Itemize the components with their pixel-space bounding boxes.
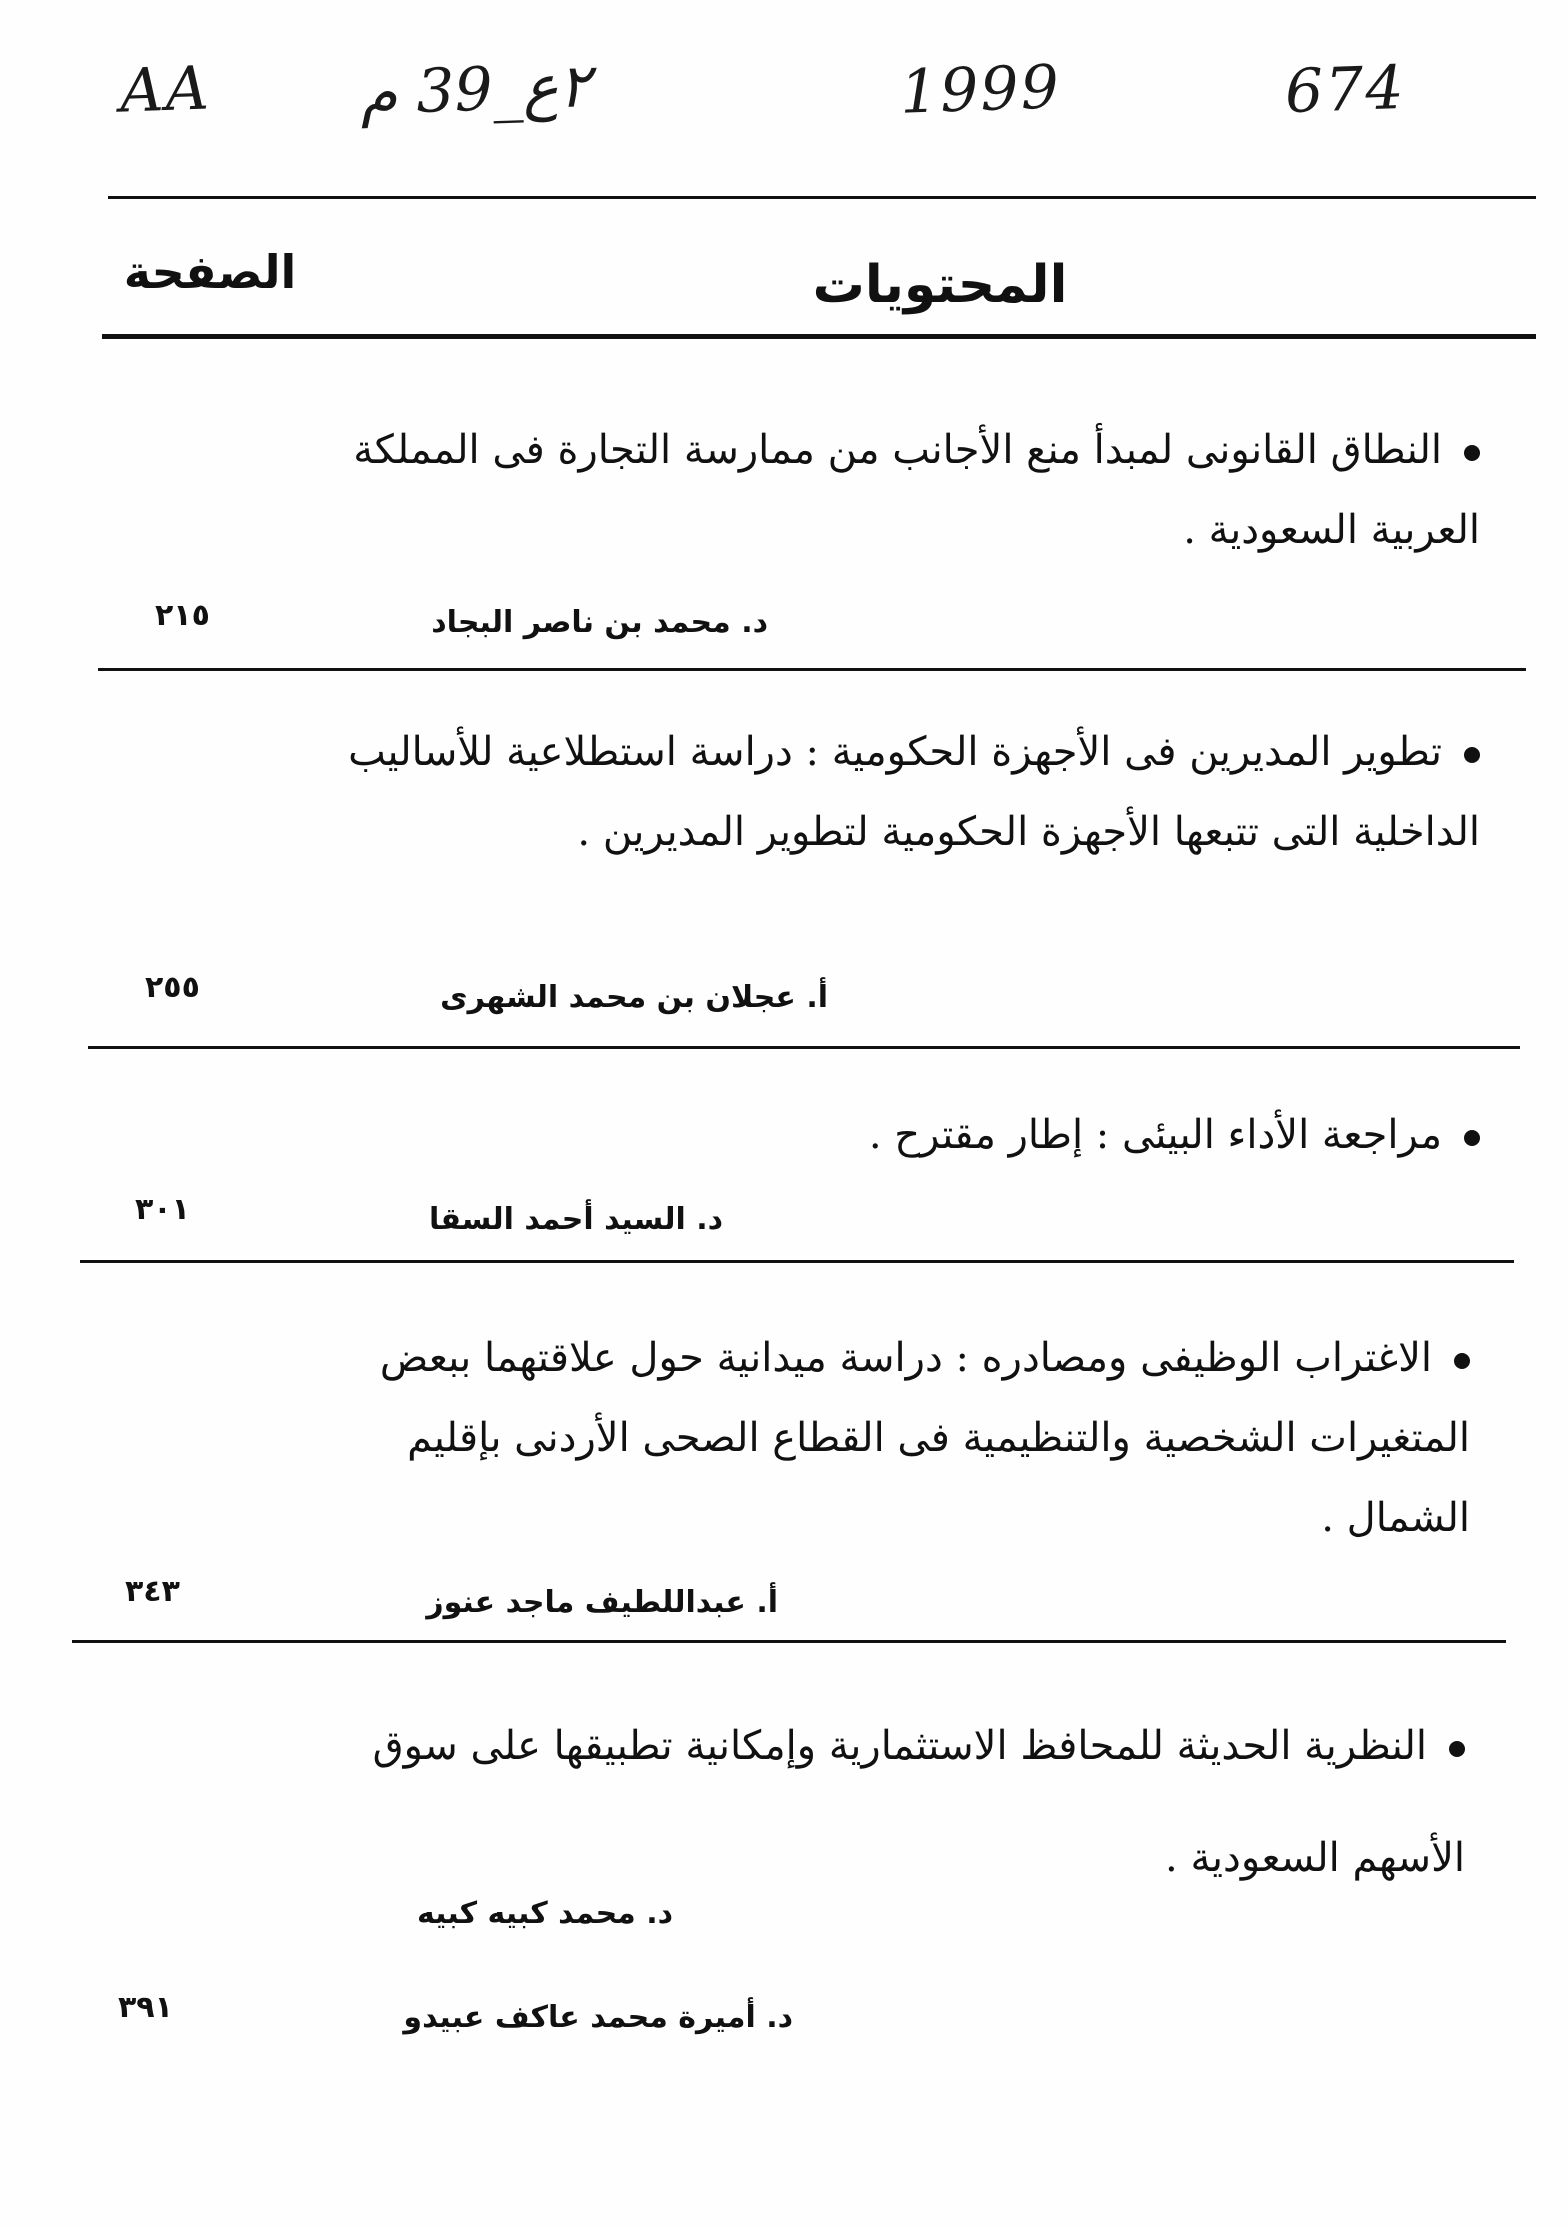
header-top-rule: [108, 196, 1536, 199]
entry-divider: [80, 1260, 1514, 1263]
bullet-icon: [1464, 747, 1480, 763]
handwritten-shelfmark: ٢ع_39 م: [358, 50, 592, 130]
entry-title: النظرية الحديثة للمحافظ الاستثمارية وإمكانية تطبيقها على سوق الأسهم السعودية .: [372, 1723, 1465, 1881]
page-column-label: الصفحة: [123, 245, 297, 299]
bullet-icon: [1464, 445, 1480, 461]
entry-title: تطوير المديرين فى الأجهزة الحكومية : دراسة استطلاعية للأساليب الداخلية التى تتبعها الأجهزة الحكومية لتطوير المديرين .: [348, 729, 1480, 855]
entry-page-number: ٢٥٥: [145, 970, 200, 1005]
handwritten-number: 674: [1283, 52, 1407, 128]
bullet-icon: [1449, 1741, 1465, 1757]
bullet-icon: [1464, 1130, 1480, 1146]
entry-title: الاغتراب الوظيفى ومصادره : دراسة ميدانية حول علاقتهما ببعض المتغيرات الشخصية والتنظيمية فى القطاع الصحى الأردنى بإقليم الشمال .: [379, 1335, 1470, 1541]
header-bottom-rule: [102, 334, 1536, 339]
handwritten-year: 1999: [898, 52, 1062, 128]
entry-author: د. محمد كبيه كبيه: [416, 1896, 673, 1931]
entry-divider: [88, 1046, 1520, 1049]
contents-title: المحتويات: [812, 255, 1068, 315]
entry-author: أ. عجلان بن محمد الشهرى: [440, 980, 828, 1015]
entry-author: أ. عبداللطيف ماجد عنوز: [426, 1585, 778, 1620]
bullet-icon: [1454, 1353, 1470, 1369]
entry-page-number: ٣٩١: [118, 1990, 173, 2025]
handwritten-code: AA: [118, 53, 212, 127]
entry-title: النطاق القانونى لمبدأ منع الأجانب من ممارسة التجارة فى المملكة العربية السعودية .: [353, 427, 1480, 553]
entry-author: د. السيد أحمد السقا: [428, 1202, 723, 1237]
entry-divider: [98, 668, 1526, 671]
entry-author: د. أميرة محمد عاكف عبيدو: [403, 2000, 793, 2035]
entry-page-number: ٣٠١: [135, 1192, 190, 1227]
entry-page-number: ٣٤٣: [125, 1574, 180, 1609]
entry-author: د. محمد بن ناصر البجاد: [431, 605, 768, 640]
entry-page-number: ٢١٥: [155, 598, 210, 633]
entry-title: مراجعة الأداء البيئى : إطار مقترح .: [340, 1095, 1480, 1175]
entry-divider: [72, 1640, 1506, 1643]
